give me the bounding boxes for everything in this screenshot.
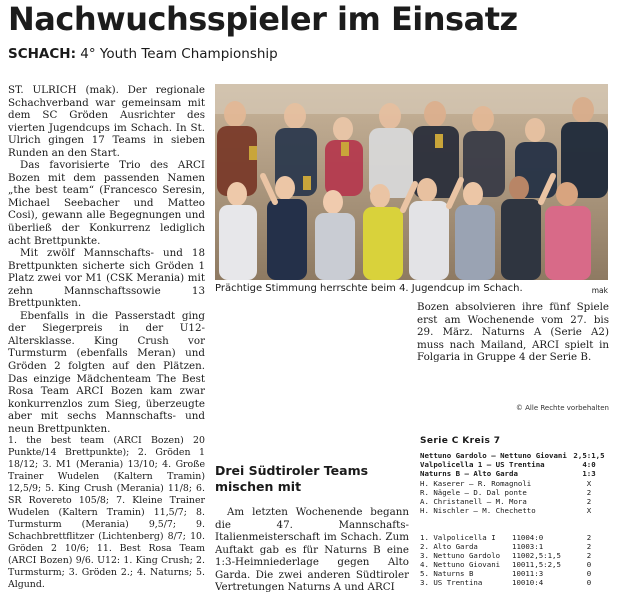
article-subtitle (8, 45, 278, 63)
paragraph: Mit zwölf Mannschafts- und 18 Brettpunkten sicherte sich Gröden 1 Platz zwei vor M1 (CSK Merania) mit zehn Mannschaftssowie 13 Brettpunkten. (8, 247, 205, 310)
table-row: 2. Alto Garda 11003:1 2 (420, 542, 592, 552)
article-headline: Nachwuchsspieler im Einsatz (8, 0, 518, 38)
team-photo (215, 84, 608, 280)
table-row: H. Kaserer – R. Romagnoli X (420, 479, 592, 488)
standings-table (420, 533, 606, 588)
paragraph: ST. ULRICH (mak). Der regionale Schachverband war gemeinsam mit dem SC Gröden Ausrichter des vierten Jugendcups im Schach. In St. Ulrich gingen 17 Teams in sieben Runden an den Start. (8, 84, 205, 159)
table-row: A. Christanell – M. Mora 2 (420, 497, 592, 507)
paragraph: Das favorisierte Trio des ARCI Bozen mit dem passenden Namen „the best team“ (Francesco Seresin, Michael Seebacher und Matteo Cosi), gewann alle Begegnungen und überließ der Konkurrenz lediglich acht Brettpunkte. (8, 159, 205, 247)
section-heading: Drei Südtiroler Teams mischen mit (215, 463, 369, 494)
table-row: 4. Nettuno Giovani 10011,5:2,5 0 (420, 560, 592, 570)
kicker: SCHACH: (8, 46, 76, 62)
copyright-note: © Alle Rechte vorbehalten (515, 404, 609, 412)
table-row: 3. Nettuno Gardolo 11002,5:1,5 2 (420, 551, 592, 561)
table-row: H. Nischler – M. Chechetto X (420, 506, 592, 516)
article-column-1 (8, 84, 205, 604)
table-row: 5. Naturns B 10011:3 0 (420, 569, 592, 579)
subtitle-text: 4° Youth Team Championship (80, 46, 278, 62)
table-row: 3. US Trentina 10010:4 0 (420, 578, 592, 588)
results-list: 1. the best team (ARCI Bozen) 20 Punkte/14 Brettpunkte); 2. Gröden 1 18/12; 3. M1 (Merania) 13/10; 4. Große Trainer Wudelen (Kaltern Tramin) 12,5/9; 5. King Crush (Merania) 11/8; 6. SR Rovereto 105/8; 7. Kleine Trainer Wudelen (Kaltern Tramin) 11,5/7; 8. Turmsturm (Merania) 9,5/7; 9. Schachbrettflitzer (Lichtenberg) 8/7; 10. Gröden 2 10/6; 11. Best Rosa Team (ARCI Bozen) 9/6. U12: 1. King Crush; 2. Turmsturm; 3. Gröden 2.; 4. Naturns; 5. Algund. (8, 435, 205, 591)
table-row: Naturns B – Alto Garda 1:3 (420, 469, 596, 479)
caption-text: Prächtige Stimmung herrschte beim 4. Jugendcup im Schach. (215, 283, 523, 294)
photo-image (215, 84, 608, 280)
table-row: Valpolicella 1 – US Trentina 4:0 (420, 460, 596, 470)
board-results-table (420, 479, 606, 515)
table-row: R. Nägele – D. Dal ponte 2 (420, 488, 592, 498)
table-row: Nettuno Gardolo – Nettuno Giovani 2,5:1,5 (420, 451, 605, 460)
table-row: 1. Valpolicella I 11004:0 2 (420, 533, 592, 542)
table-title: Serie C Kreis 7 (420, 436, 501, 446)
paragraph: Ebenfalls in die Passerstadt ging der Siegerpreis in der U12-Altersklasse. King Crush vor Turmsturm (ebenfalls Meran) und Gröden 2 folgten auf den Plätzen. Das einzige Mädchenteam The Best Rosa Team ARCI Bozen kam zwar konkurrenzlos zum Sieg, überzeugte aber mit sechs Mannschafts- und neun Brettpunkten. (8, 309, 205, 435)
photo-credit: mak (591, 286, 608, 295)
article-column-2 (215, 506, 409, 604)
photo-caption (215, 282, 608, 297)
paragraph-continued: Bozen absolvieren ihre fünf Spiele erst am Wochenende vom 27. bis 29. März. Naturns A (Serie A2) muss nach Mailand, ARCI spielt in Folgaria in Gruppe 4 der Serie B. (417, 301, 609, 364)
article-column-3 (417, 301, 609, 364)
paragraph: Am letzten Wochenende begann die 47. Mannschafts-Italienmeisterschaft im Schach. Zum Auftakt gab es für Naturns B eine 1:3-Heimniederlage gegen Alto Garda. Die zwei anderen Südtiroler Vertretungen Naturns A und ARCI (215, 506, 409, 594)
match-results-table (420, 451, 606, 478)
